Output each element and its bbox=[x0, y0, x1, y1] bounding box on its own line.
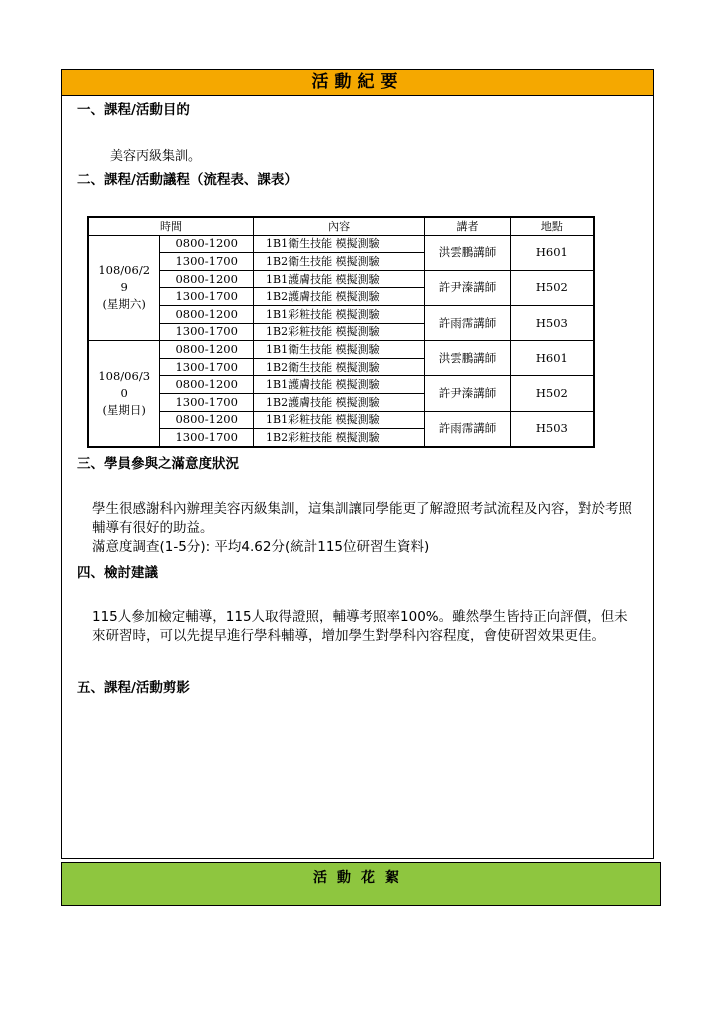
room-cell: H503 bbox=[510, 411, 594, 447]
time-cell: 1300-1700 bbox=[160, 429, 254, 447]
time-cell: 0800-1200 bbox=[160, 305, 254, 323]
time-cell: 0800-1200 bbox=[160, 235, 254, 253]
activity-highlights-bar: 活動花絮 bbox=[61, 862, 661, 906]
header-location: 地點 bbox=[510, 217, 594, 235]
teacher-cell: 許尹溱講師 bbox=[425, 270, 511, 305]
course-cell: 1B2彩粧技能 模擬測驗 bbox=[254, 323, 425, 341]
date-line: 9 bbox=[120, 280, 128, 295]
weekday-label: (星期日) bbox=[102, 402, 146, 417]
time-cell: 0800-1200 bbox=[160, 376, 254, 394]
time-cell: 1300-1700 bbox=[160, 288, 254, 306]
teacher-cell: 洪雲鵬講師 bbox=[425, 341, 511, 376]
table-header-row bbox=[88, 217, 594, 235]
activity-record-title: 活動紀要 bbox=[62, 70, 653, 96]
table-row bbox=[88, 235, 594, 253]
course-cell: 1B1彩粧技能 模擬測驗 bbox=[254, 411, 425, 429]
course-cell: 1B1護膚技能 模擬測驗 bbox=[254, 270, 425, 288]
header-content: 內容 bbox=[254, 217, 425, 235]
teacher-cell: 許雨霈講師 bbox=[425, 305, 511, 340]
course-cell: 1B2衛生技能 模擬測驗 bbox=[254, 253, 425, 271]
course-cell: 1B1護膚技能 模擬測驗 bbox=[254, 376, 425, 394]
course-cell: 1B1衛生技能 模擬測驗 bbox=[254, 341, 425, 359]
date-cell bbox=[88, 341, 160, 447]
time-cell: 0800-1200 bbox=[160, 270, 254, 288]
section1-content: 美容丙級集訓。 bbox=[110, 149, 202, 164]
time-cell: 0800-1200 bbox=[160, 411, 254, 429]
room-cell: H502 bbox=[510, 270, 594, 305]
section4-heading: 四、檢討建議 bbox=[77, 565, 158, 581]
table-row bbox=[88, 411, 594, 429]
section1-heading: 一、課程/活動目的 bbox=[77, 102, 190, 118]
section3-heading: 三、學員參與之滿意度狀況 bbox=[77, 456, 239, 472]
course-cell: 1B2衛生技能 模擬測驗 bbox=[254, 358, 425, 376]
teacher-cell: 洪雲鵬講師 bbox=[425, 235, 511, 270]
table-row bbox=[88, 270, 594, 288]
table-row bbox=[88, 376, 594, 394]
teacher-cell: 許尹溱講師 bbox=[425, 376, 511, 411]
date-line: 108/06/2 bbox=[98, 263, 151, 278]
room-cell: H601 bbox=[510, 341, 594, 376]
table-row bbox=[88, 305, 594, 323]
course-cell: 1B1彩粧技能 模擬測驗 bbox=[254, 305, 425, 323]
section5-heading: 五、課程/活動剪影 bbox=[77, 680, 190, 696]
table-row bbox=[88, 341, 594, 359]
time-cell: 1300-1700 bbox=[160, 358, 254, 376]
date-cell bbox=[88, 235, 160, 341]
header-time: 時間 bbox=[88, 217, 254, 235]
course-cell: 1B2護膚技能 模擬測驗 bbox=[254, 288, 425, 306]
room-cell: H503 bbox=[510, 305, 594, 340]
section2-heading: 二、課程/活動議程（流程表、課表） bbox=[77, 172, 298, 188]
time-cell: 1300-1700 bbox=[160, 253, 254, 271]
weekday-label: (星期六) bbox=[102, 297, 146, 312]
schedule-table bbox=[87, 216, 595, 448]
section3-paragraph: 學生很感謝科內辦理美容丙級集訓，這集訓讓同學能更了解證照考試流程及內容，對於考照輔導有很好的助益。 bbox=[92, 501, 632, 536]
section4-paragraph: 115人參加檢定輔導，115人取得證照，輔導考照率100%。雖然學生皆持正向評價，但未來研習時，可以先提早進行學科輔導，增加學生對學科內容程度，會使研習效果更佳。 bbox=[92, 609, 628, 644]
course-cell: 1B2護膚技能 模擬測驗 bbox=[254, 393, 425, 411]
course-cell: 1B2彩粧技能 模擬測驗 bbox=[254, 429, 425, 447]
room-cell: H502 bbox=[510, 376, 594, 411]
time-cell: 1300-1700 bbox=[160, 323, 254, 341]
date-line: 0 bbox=[120, 385, 128, 400]
time-cell: 1300-1700 bbox=[160, 393, 254, 411]
satisfaction-survey: 滿意度調查(1-5分): 平均4.62分(統計115位研習生資料) bbox=[92, 539, 430, 555]
time-cell: 0800-1200 bbox=[160, 341, 254, 359]
course-cell: 1B1衛生技能 模擬測驗 bbox=[254, 235, 425, 253]
room-cell: H601 bbox=[510, 235, 594, 270]
header-speaker: 講者 bbox=[425, 217, 511, 235]
teacher-cell: 許雨霈講師 bbox=[425, 411, 511, 447]
date-line: 108/06/3 bbox=[98, 368, 151, 383]
